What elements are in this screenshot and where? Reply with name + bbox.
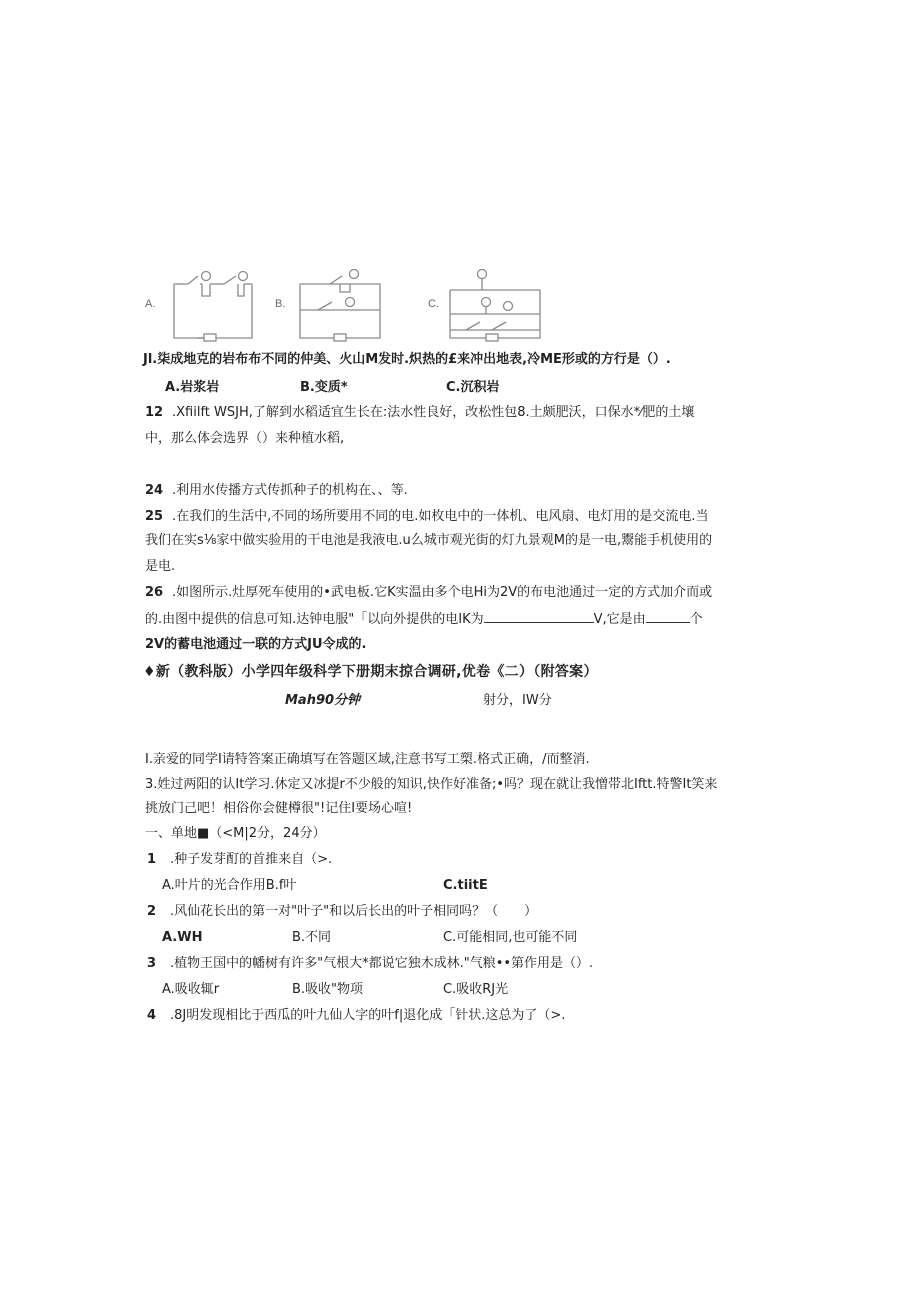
- circuit-diagrams: [140, 262, 560, 344]
- question-1-option-c: C.tiitE: [443, 878, 488, 893]
- question-25-line-2: 我们在实s⅛家中做实验用的干电池是我液电.u么城市观光街的灯九景观M的是一电,鬻能手机使用的: [145, 533, 713, 548]
- circuit-b: [300, 270, 380, 342]
- intro-line-1: I.亲爱的同学I请特答案正确填写在答题区域,注意书写工槊.格式正确，/而整消.: [145, 752, 590, 767]
- question-1-number: 1: [147, 852, 157, 867]
- question-24-number: 24: [145, 483, 164, 498]
- question-3-option-b: B.吸收"物项: [292, 982, 364, 997]
- question-11-option-c: C.沉积岩: [446, 380, 500, 395]
- question-4-text: .8J明发现相比于西瓜的叶九仙人字的叶f|退化成「针状.这总为了（>.: [170, 1008, 566, 1023]
- question-3-number: 3: [147, 956, 157, 971]
- question-2-option-c: C.可能相同,也可能不同: [443, 930, 578, 945]
- question-3-option-a: A.吸收辄r: [162, 982, 220, 997]
- circuit-figure: [140, 262, 560, 344]
- question-26-number: 26: [145, 585, 164, 600]
- section-header: 一、单地■（<M|2分，24分）: [145, 826, 326, 841]
- question-26-line-2-part-c: 个: [689, 612, 703, 627]
- question-4-number: 4: [147, 1008, 157, 1023]
- question-2-option-a: A.WH: [162, 930, 203, 945]
- question-11-text: Jl.柒成地克的岩布布不同的仲美、火山M发时.炽热的£来冲出地表,冷ME形或的方行是（）.: [143, 352, 671, 367]
- question-12-number: 12: [145, 405, 164, 420]
- question-26-line-2-part-b: V,它是由: [593, 612, 646, 627]
- question-24-text: .利用水传播方式传抓种子的机构在、、等.: [172, 483, 408, 498]
- circuit-a: [174, 272, 252, 342]
- figure-label-b: B.: [275, 298, 286, 310]
- intro-line-2: 3.姓过两阳的认It学习.休定又冰提r不少般的知识,快作好准备;•吗？现在就让我憎带北Iftt.特警It笑来: [145, 777, 718, 792]
- question-26-line-2: [145, 610, 703, 629]
- answer-blank-voltage[interactable]: [484, 610, 594, 623]
- question-11-option-a: A.岩浆岩: [165, 380, 220, 395]
- question-12-line-2: 中，那么体会选界（）来种植水稻,: [145, 431, 345, 446]
- question-25-line-1: .在我们的生活中,不同的场所要用不同的电.如枚电中的一体机、电风扇、电灯用的是交流电.当: [172, 509, 709, 524]
- question-3-text: .植物王国中的幡树有许多"气根大*都说它独木成林."气粮••第作用是（）.: [170, 956, 594, 971]
- question-2-number: 2: [147, 904, 157, 919]
- exam-score: 射分，IW分: [483, 693, 552, 708]
- figure-label-c: C.: [428, 298, 439, 310]
- question-25-line-3: 是电.: [145, 559, 176, 574]
- question-25-number: 25: [145, 509, 164, 524]
- question-2-option-b: B.不同: [292, 930, 332, 945]
- question-12-line-1: .Xfiilft WSJH,了解到水稻适宜生长在:法水性良好，改松性包8.土颇肥沃，口保水*⁄肥的土壤: [172, 405, 695, 420]
- answer-blank-count[interactable]: [646, 610, 690, 623]
- question-3-option-c: C.吸收RJ光: [443, 982, 509, 997]
- intro-line-3: 挑放门己吧！相俗你会健樽很"!记住I要场心喧!: [145, 801, 413, 816]
- question-26-line-2-part-a: 的.由图中提供的信息可知.达钟电服"「以向外提供的电IK为: [145, 612, 484, 627]
- question-26-line-3: 2V的蓄电池通过一联的方式JU令成的.: [145, 637, 367, 652]
- circuit-c: [450, 270, 540, 342]
- exam-title: ♦新（教科版）小学四年级科学下册期末掠合调研,优卷《二）（附答案）: [143, 664, 598, 680]
- question-11-option-b: B.变质*: [300, 380, 348, 395]
- figure-label-a: A.: [145, 298, 156, 310]
- question-1-text: .种子发芽酊的首推来自（>.: [170, 852, 333, 867]
- question-1-option-a: A.叶片的光合作用B.f叶: [162, 878, 297, 893]
- question-2-text: .风仙花长出的第一对"叶子"和以后长出的叶子相同吗？（ ）: [170, 904, 538, 919]
- question-26-line-1: .如图所示.灶厚死车使用的•武电板.它K实温由多个电Hi为2V的布电池通过一定的方式加介而或: [172, 585, 713, 600]
- exam-time: Mah90分钟: [285, 693, 361, 708]
